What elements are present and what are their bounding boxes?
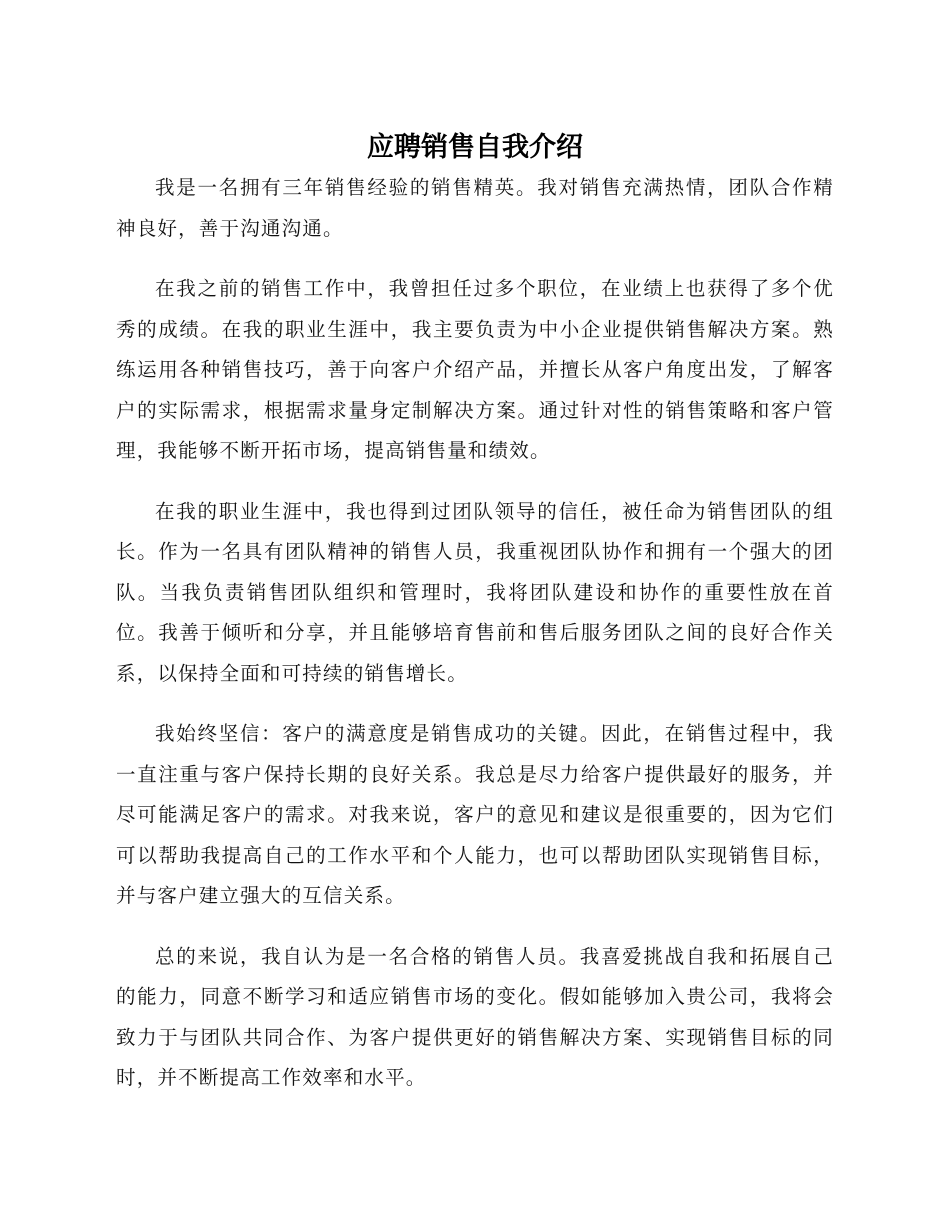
paragraph-teamwork: 在我的职业生涯中，我也得到过团队领导的信任，被任命为销售团队的组长。作为一名具有团队精神的销售人员，我重视团队协作和拥有一个强大的团队。当我负责销售团队组织和管理时，我将团队建设和协作的重要性放在首位。我善于倾听和分享，并且能够培育售前和售后服务团队之间的良好合作关系，以保持全面和可持续的销售增长。 [116,499,834,685]
document-title: 应聘销售自我介绍 [367,132,583,163]
paragraph-experience: 在我之前的销售工作中，我曾担任过多个职位，在业绩上也获得了多个优秀的成绩。在我的职业生涯中，我主要负责为中小企业提供销售解决方案。熟练运用各种销售技巧，善于向客户介绍产品，并擅长从客户角度出发，了解客户的实际需求，根据需求量身定制解决方案。通过针对性的销售策略和客户管理，我能够不断开拓市场，提高销售量和绩效。 [116,277,834,462]
document-body [116,168,834,1119]
paragraph-conclusion: 总的来说，我自认为是一名合格的销售人员。我喜爱挑战自我和拓展自己的能力，同意不断学习和适应销售市场的变化。假如能够加入贵公司，我将会致力于与团队共同合作、为客户提供更好的销售解决方案、实现销售目标的同时，并不断提高工作效率和水平。 [116,944,834,1089]
paragraph-customer: 我始终坚信：客户的满意度是销售成功的关键。因此，在销售过程中，我一直注重与客户保持长期的良好关系。我总是尽力给客户提供最好的服务，并尽可能满足客户的需求。对我来说，客户的意见和建议是很重要的，因为它们可以帮助我提高自己的工作水平和个人能力，也可以帮助团队实现销售目标，并与客户建立强大的互信关系。 [116,722,834,907]
paragraph-intro: 我是一名拥有三年销售经验的销售精英。我对销售充满热情，团队合作精神良好，善于沟通沟通。 [116,176,834,240]
